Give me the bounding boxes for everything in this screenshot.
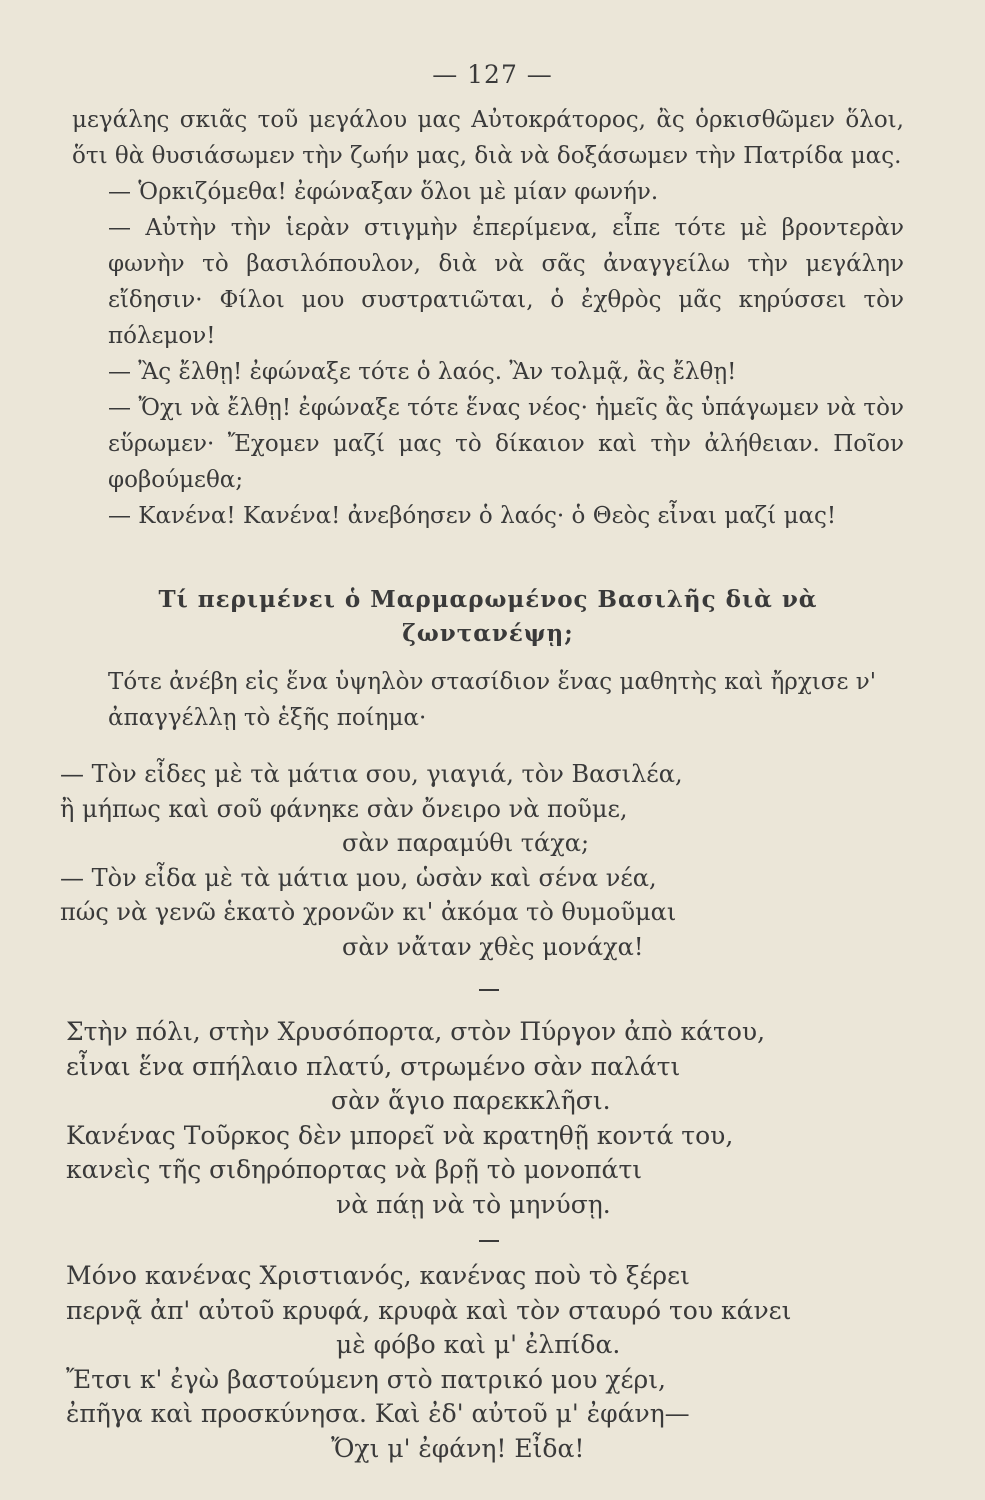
poem-line: νὰ πάῃ νὰ τὸ μηνύσῃ. [336,1189,611,1219]
heading-line: ζωντανέψῃ; [402,620,574,647]
poem-line: εἶναι ἕνα σπήλαιο πλατύ, στρωμένο σὰν παλάτι [66,1051,681,1081]
poem-stanza-dialogue [60,757,920,964]
paragraph: — Ἂς ἔλθῃ! ἐφώναξε τότε ὁ λαός. Ἂν τολμᾷ, ἂς ἔλθῃ! [108,359,737,385]
poem-line: ἢ μήπως καὶ σοῦ φάνηκε σὰν ὄνειρο νὰ ποῦμε, [60,794,628,823]
poem-line: κανεὶς τῆς σιδηρόπορτας νὰ βρῇ τὸ μονοπάτι [66,1155,643,1184]
section-heading [72,583,904,651]
paragraph: Τότε ἀνέβη εἰς ἕνα ὑψηλὸν στασίδιον ἕνας μαθητὴς καὶ ἤρχισε ν' ἀπαγγέλλῃ τὸ ἑξῆς ποίημα· [108,669,877,731]
poem-line: Ὄχι μ' ἐφάνη! Εἶδα! [331,1433,585,1463]
poem-line: σὰν παραμύθι τάχα; [342,829,590,857]
paragraph: — Ὁρκιζόμεθα! ἐφώναξαν ὅλοι μὲ μίαν φωνήν. [108,179,659,205]
poem-line: σὰν νἄταν χθὲς μονάχα! [342,932,644,961]
poem-line: σὰν ἅγιο παρεκκλῆσι. [331,1086,611,1115]
paragraph: μεγάλης σκιᾶς τοῦ μεγάλου μας Αὐτοκράτορος, ἂς ὁρκισθῶμεν ὅλοι, ὅτι θὰ θυσιάσωμεν τὴν ζωήν μας, διὰ νὰ δοξάσωμεν τὴν Πατρίδα μας. [72,107,904,169]
paragraph: — Αὐτὴν τὴν ἱερὰν στιγμὴν ἐπερίμενα, εἶπε τότε μὲ βροντερὰν φωνὴν τὸ βασιλόπουλον, διὰ νὰ σᾶς ἀναγγείλω τὴν μεγάλην εἴδησιν· Φίλοι μου συστρατιῶται, ὁ ἐχθρὸς μᾶς κηρύσσει τὸν πόλεμον! [108,215,904,349]
poem-line: — Τὸν εἶδες μὲ τὰ μάτια σου, γιαγιά, τὸν Βασιλέα, [60,760,683,788]
page-number: — 127 — [432,60,553,89]
poem-introduction [72,664,904,736]
poem-line: Στὴν πόλι, στὴν Χρυσόπορτα, στὸν Πύργον ἀπὸ κάτου, [66,1017,766,1046]
paragraph: — Κανένα! Κανένα! ἀνεβόησεν ὁ λαός· ὁ Θεὸς εἶναι μαζί μας! [108,503,837,529]
poem-line: Κανένας Τοῦρκος δὲν μπορεῖ νὰ κρατηθῇ κοντά του, [66,1120,734,1150]
poem-line: Ἔτσι κ' ἐγὼ βαστούμενη στὸ πατρικό μου χέρι, [66,1364,666,1394]
paragraph: — Ὄχι νὰ ἔλθῃ! ἐφώναξε τότε ἕνας νέος· ἡμεῖς ἂς ὑπάγωμεν νὰ τὸν εὕρωμεν· Ἔχομεν μαζί μας τὸ δίκαιον καὶ τὴν ἀλήθειαν. Ποῖον φοβούμεθα; [108,395,904,493]
poem-line: πώς νὰ γενῶ ἑκατὸ χρονῶν κι' ἀκόμα τὸ θυμοῦμαι [60,898,677,926]
poem-line: περνᾷ ἀπ' αὐτοῦ κρυφά, κρυφὰ καὶ τὸν σταυρό του κάνει [66,1295,792,1325]
poem-line: — Τὸν εἶδα μὲ τὰ μάτια μου, ὡσὰν καὶ σένα νέα, [60,863,657,892]
poem-stanzas [66,1015,926,1466]
poem-line: ἐπῆγα καὶ προσκύνησα. Καὶ ἐδ' αὐτοῦ μ' ἐφάνη— [66,1399,690,1428]
stanza-divider [66,1222,926,1259]
heading-line: Τί περιμένει ὁ Μαρμαρωμένος Βασιλῆς διὰ νὰ [158,586,818,613]
poem-line: Μόνο κανένας Χριστιανός, κανένας ποὺ τὸ ξέρει [66,1261,690,1290]
stanza-divider [66,973,926,1008]
prose-section [72,102,904,534]
poem-line: μὲ φόβο καὶ μ' ἐλπίδα. [336,1330,621,1359]
